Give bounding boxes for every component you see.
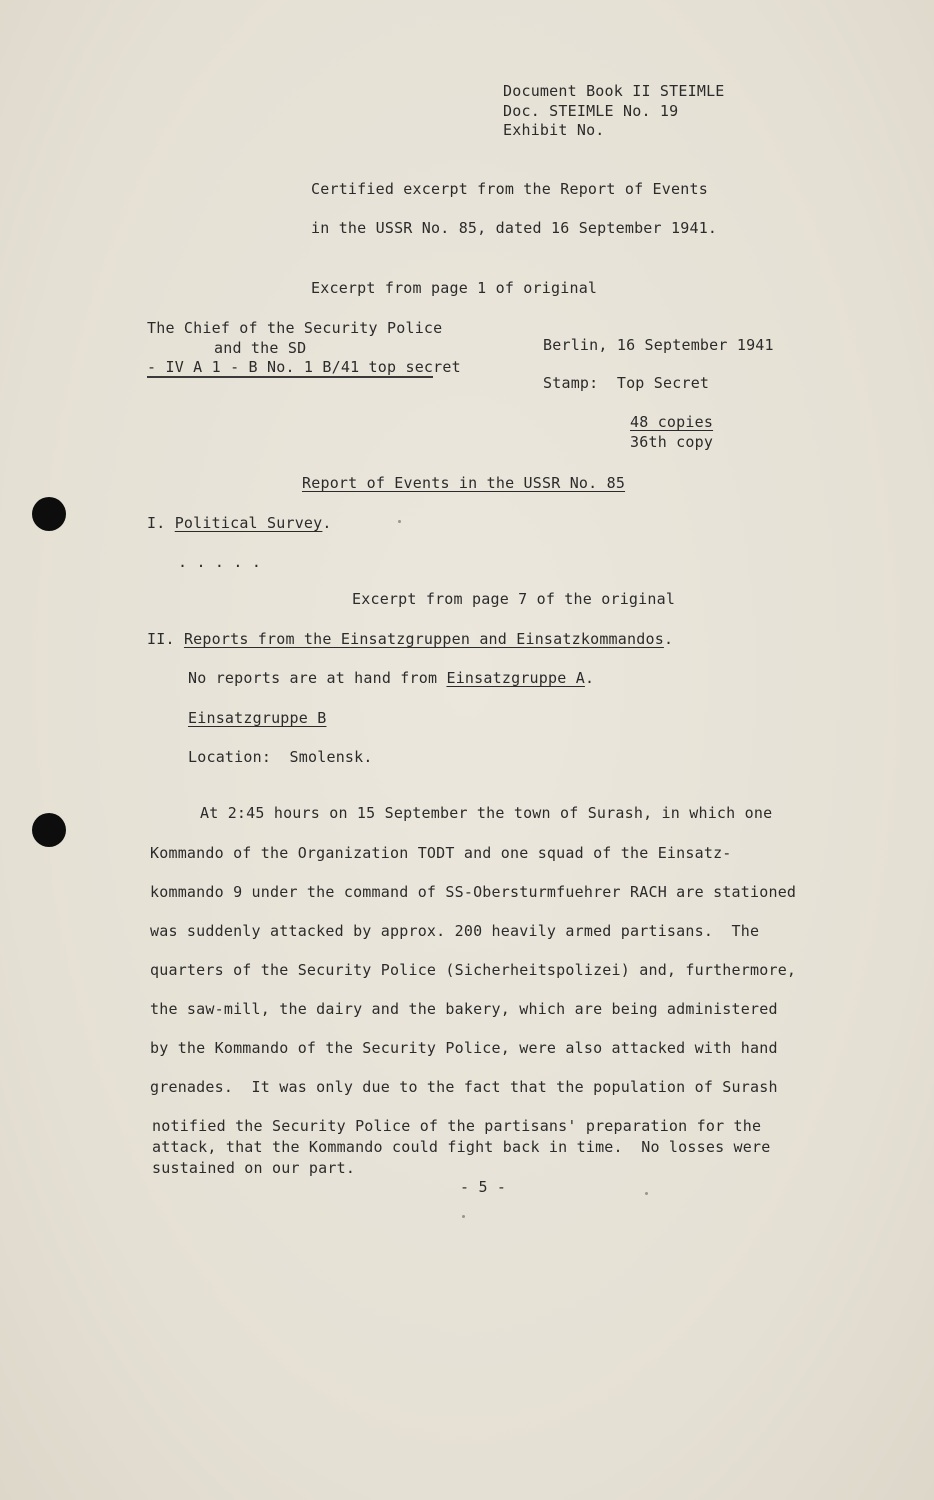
excerpt-page-1-note: Excerpt from page 1 of original bbox=[311, 279, 598, 297]
body-line: grenades. It was only due to the fact that the population of Surash bbox=[150, 1078, 778, 1096]
body-line: sustained on our part. bbox=[152, 1159, 356, 1177]
sender-line-2: and the SD bbox=[214, 339, 307, 357]
body-line: attack, that the Kommando could fight back in time. No losses were bbox=[152, 1138, 771, 1156]
paper-speck bbox=[462, 1215, 465, 1218]
sender-underline bbox=[147, 376, 433, 378]
paper-speck bbox=[645, 1192, 648, 1195]
location-line: Location: Smolensk. bbox=[188, 748, 373, 766]
copy-number: 36th copy bbox=[630, 433, 714, 451]
no-reports-line bbox=[188, 669, 594, 687]
body-line: quarters of the Security Police (Sicherheitspolizei) and, furthermore, bbox=[150, 961, 797, 979]
title-line-1: Certified excerpt from the Report of Events bbox=[311, 180, 708, 198]
section-1-heading bbox=[147, 514, 332, 532]
sender-line-1: The Chief of the Security Police bbox=[147, 319, 443, 337]
group-b-heading: Einsatzgruppe B bbox=[188, 709, 327, 727]
no-reports-suffix: . bbox=[584, 669, 595, 687]
doc-book-line: Document Book II STEIMLE bbox=[503, 82, 725, 100]
sender-line-3: - IV A 1 - B No. 1 B/41 top secret bbox=[147, 358, 461, 376]
paper-speck bbox=[398, 520, 401, 523]
report-title: Report of Events in the USSR No. 85 bbox=[302, 474, 626, 492]
section-2-numeral: II. bbox=[147, 630, 175, 648]
body-line: At 2:45 hours on 15 September the town of Surash, in which one bbox=[200, 804, 773, 822]
doc-number-line: Doc. STEIMLE No. 19 bbox=[503, 102, 679, 120]
section-2-period: . bbox=[663, 630, 674, 648]
body-line: the saw-mill, the dairy and the bakery, which are being administered bbox=[150, 1000, 778, 1018]
body-line: Kommando of the Organization TODT and one squad of the Einsatz- bbox=[150, 844, 732, 862]
body-line: by the Kommando of the Security Police, were also attacked with hand bbox=[150, 1039, 778, 1057]
exhibit-line: Exhibit No. bbox=[503, 121, 605, 139]
section-2-title: Reports from the Einsatzgruppen and Einsatzkommandos bbox=[183, 630, 664, 648]
section-1-numeral: I. bbox=[147, 514, 166, 532]
no-reports-prefix: No reports are at hand from bbox=[188, 669, 447, 687]
stamp-line: Stamp: Top Secret bbox=[543, 374, 710, 392]
section-1-title: Political Survey bbox=[174, 514, 323, 532]
excerpt-page-7-note: Excerpt from page 7 of the original bbox=[352, 590, 676, 608]
section-1-period: . bbox=[322, 514, 332, 532]
body-line: notified the Security Police of the partisans' preparation for the bbox=[152, 1117, 762, 1135]
body-line: was suddenly attacked by approx. 200 heavily armed partisans. The bbox=[150, 922, 760, 940]
dateline: Berlin, 16 September 1941 bbox=[543, 336, 774, 354]
body-line: kommando 9 under the command of SS-Obersturmfuehrer RACH are stationed bbox=[150, 883, 797, 901]
no-reports-group: Einsatzgruppe A bbox=[446, 669, 585, 687]
punch-hole-top bbox=[32, 497, 66, 531]
section-2-heading bbox=[147, 630, 673, 648]
title-line-2: in the USSR No. 85, dated 16 September 1941. bbox=[311, 219, 718, 237]
copies-total: 48 copies bbox=[630, 413, 714, 431]
page-number: - 5 - bbox=[460, 1178, 507, 1196]
punch-hole-bottom bbox=[32, 813, 66, 847]
section-1-ellipsis: . . . . . bbox=[178, 553, 262, 571]
